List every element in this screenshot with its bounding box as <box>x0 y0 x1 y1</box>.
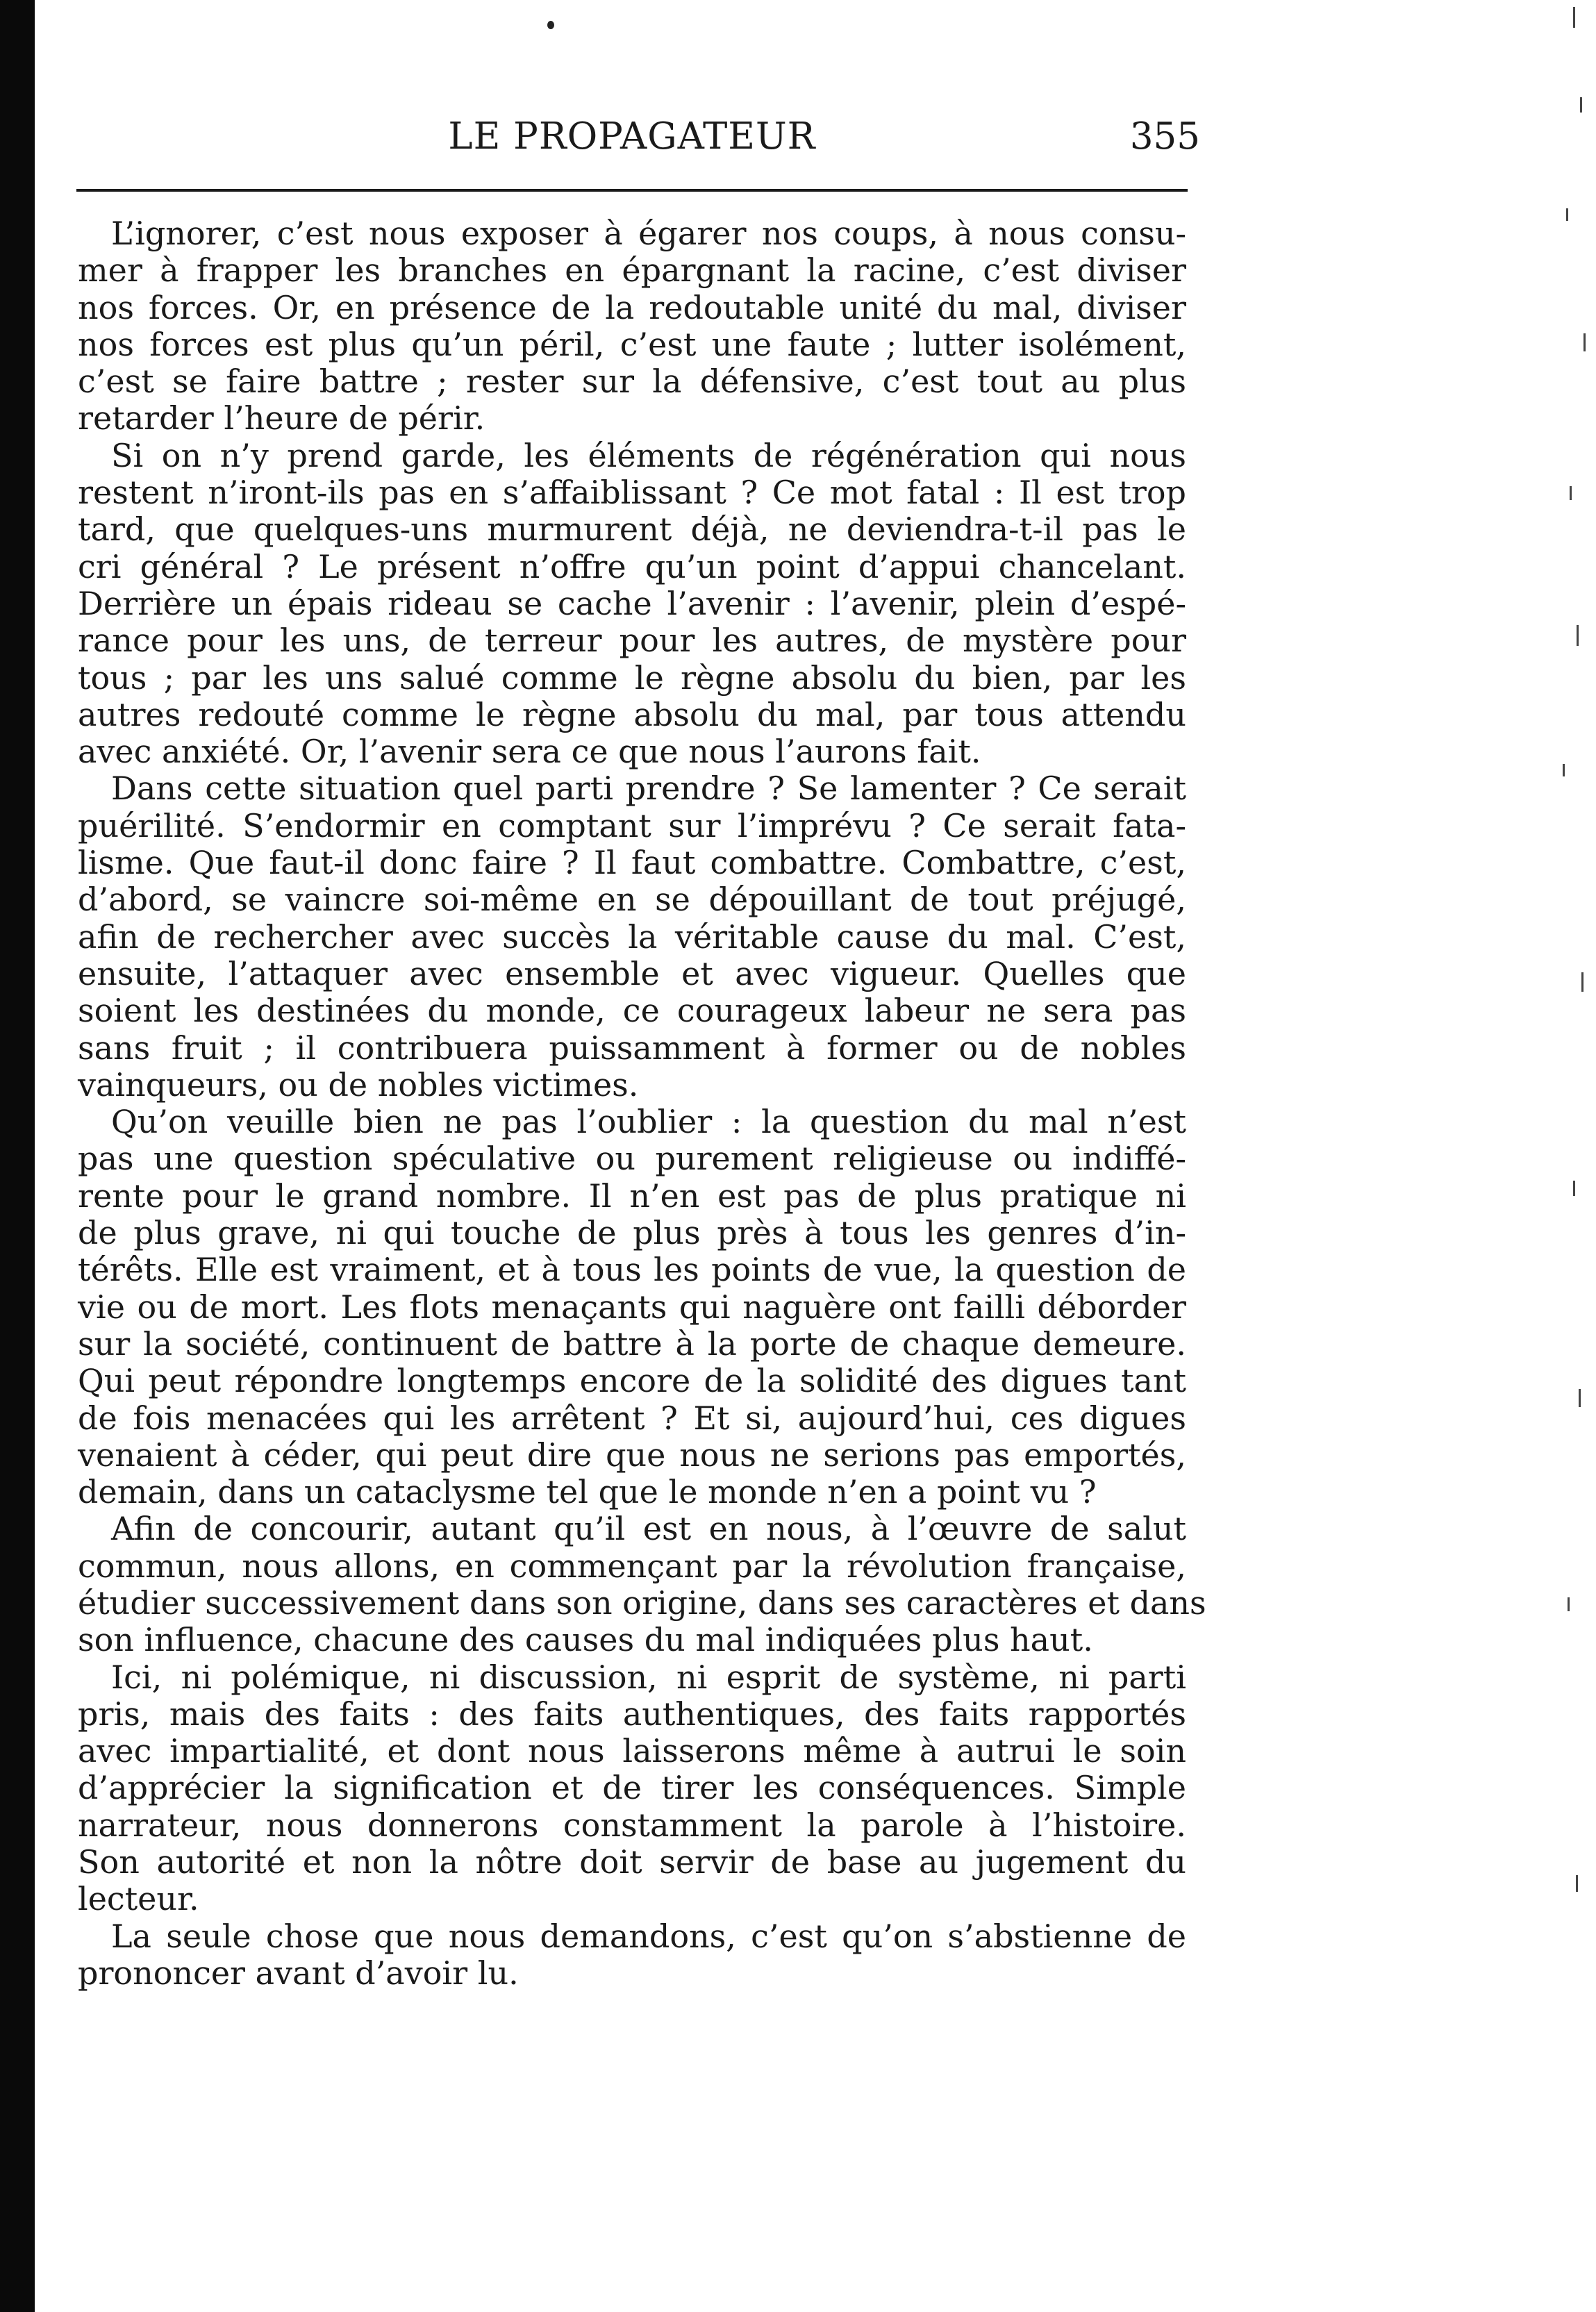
text-line: térêts. Elle est vraiment, et à tous les points de vue, la question de <box>78 1251 1186 1289</box>
running-title: LE PROPAGATEUR <box>448 115 816 158</box>
text-line: Dans cette situation quel parti prendre ? Se lamenter ? Ce serait <box>111 770 1186 808</box>
text-line: soient les destinées du monde, ce courageux labeur ne sera pas <box>78 992 1186 1030</box>
text-line: Qui peut répondre longtemps encore de la solidité des digues tant <box>78 1362 1186 1400</box>
text-line: Derrière un épais rideau se cache l’avenir : l’avenir, plein d’espé- <box>78 584 1186 622</box>
text-line: cri général ? Le présent n’offre qu’un point d’appui chancelant. <box>78 547 1186 585</box>
text-line: vainqueurs, ou de nobles victimes. <box>78 1065 639 1104</box>
text-line: étudier successivement dans son origine, dans ses caractères et dans <box>78 1583 1206 1622</box>
text-line: venaient à céder, qui peut dire que nous ne serions pas emportés, <box>78 1436 1186 1474</box>
text-line: commun, nous allons, en commençant par la révolution française, <box>78 1547 1186 1585</box>
text-line: Si on n’y prend garde, les éléments de régénération qui nous <box>111 436 1186 474</box>
ink-speck <box>547 21 554 29</box>
text-line: autres redouté comme le règne absolu du mal, par tous attendu <box>78 695 1186 733</box>
text-line: avec anxiété. Or, l’avenir sera ce que nous l’aurons fait. <box>78 733 981 771</box>
text-line: mer à frapper les branches en épargnant la racine, c’est diviser <box>78 251 1186 290</box>
text-line: de fois menacées qui les arrêtent ? Et si, aujourd’hui, ces digues <box>78 1399 1186 1437</box>
scan-binding-shadow <box>0 0 35 2312</box>
body-text <box>78 215 1206 1992</box>
text-line: puérilité. S’endormir en comptant sur l’imprévu ? Ce serait fata- <box>78 806 1186 845</box>
text-line: Afin de concourir, autant qu’il est en nous, à l’œuvre de salut <box>111 1510 1186 1548</box>
text-line: ensuite, l’attaquer avec ensemble et avec vigueur. Quelles que <box>78 954 1186 992</box>
text-line: lecteur. <box>78 1880 199 1918</box>
text-line: nos forces. Or, en présence de la redoutable unité du mal, diviser <box>78 288 1186 326</box>
text-line: demain, dans un cataclysme tel que le monde n’en a point vu ? <box>78 1473 1097 1511</box>
text-line: lisme. Que faut-il donc faire ? Il faut combattre. Combattre, c’est, <box>78 844 1186 882</box>
text-line: avec impartialité, et dont nous laisserons même à autrui le soin <box>78 1732 1186 1770</box>
text-line: son influence, chacune des causes du mal indiquées plus haut. <box>78 1621 1093 1659</box>
text-line: Qu’on veuille bien ne pas l’oublier : la question du mal n’est <box>111 1103 1186 1141</box>
text-line: c’est se faire battre ; rester sur la défensive, c’est tout au plus <box>78 363 1186 401</box>
text-line: d’abord, se vaincre soi-même en se dépouillant de tout préjugé, <box>78 881 1186 919</box>
text-line: Son autorité et non la nôtre doit servir de base au jugement du <box>78 1843 1186 1881</box>
text-line: sur la société, continuent de battre à la porte de chaque demeure. <box>78 1324 1186 1363</box>
text-line: La seule chose que nous demandons, c’est qu’on s’abstienne de <box>111 1917 1186 1955</box>
text-line: sans fruit ; il contribuera puissamment à former ou de nobles <box>78 1029 1186 1067</box>
header-rule <box>76 189 1188 192</box>
text-line: restent n’iront-ils pas en s’affaiblissant ? Ce mot fatal : Il est trop <box>78 474 1186 512</box>
text-line: tard, que quelques-uns murmurent déjà, ne deviendra-t-il pas le <box>78 510 1186 549</box>
text-line: afin de rechercher avec succès la véritable cause du mal. C’est, <box>78 917 1186 956</box>
text-line: tous ; par les uns salué comme le règne absolu du bien, par les <box>78 658 1186 697</box>
text-line: pris, mais des faits : des faits authentiques, des faits rapportés <box>78 1695 1186 1733</box>
page-number: 355 <box>1129 115 1200 158</box>
scan-edge-noise <box>1547 0 1596 2312</box>
text-line: retarder l’heure de périr. <box>78 399 485 438</box>
text-line: Ici, ni polémique, ni discussion, ni esprit de système, ni parti <box>111 1658 1186 1696</box>
text-line: vie ou de mort. Les flots menaçants qui naguère ont failli déborder <box>78 1288 1186 1326</box>
text-line: nos forces est plus qu’un péril, c’est une faute ; lutter isolément, <box>78 325 1186 363</box>
text-line: narrateur, nous donnerons constamment la parole à l’histoire. <box>78 1806 1186 1844</box>
text-line: rente pour le grand nombre. Il n’en est pas de plus pratique ni <box>78 1176 1186 1215</box>
text-line: pas une question spéculative ou purement religieuse ou indiffé- <box>78 1140 1186 1178</box>
page-header <box>76 113 1200 161</box>
text-line: de plus grave, ni qui touche de plus près à tous les genres d’in- <box>78 1214 1186 1252</box>
text-line: L’ignorer, c’est nous exposer à égarer nos coups, à nous consu- <box>111 215 1186 252</box>
text-line: d’apprécier la signification et de tirer les conséquences. Simple <box>78 1769 1186 1807</box>
text-line: rance pour les uns, de terreur pour les autres, de mystère pour <box>78 622 1186 660</box>
text-line: prononcer avant d’avoir lu. <box>78 1954 519 1992</box>
